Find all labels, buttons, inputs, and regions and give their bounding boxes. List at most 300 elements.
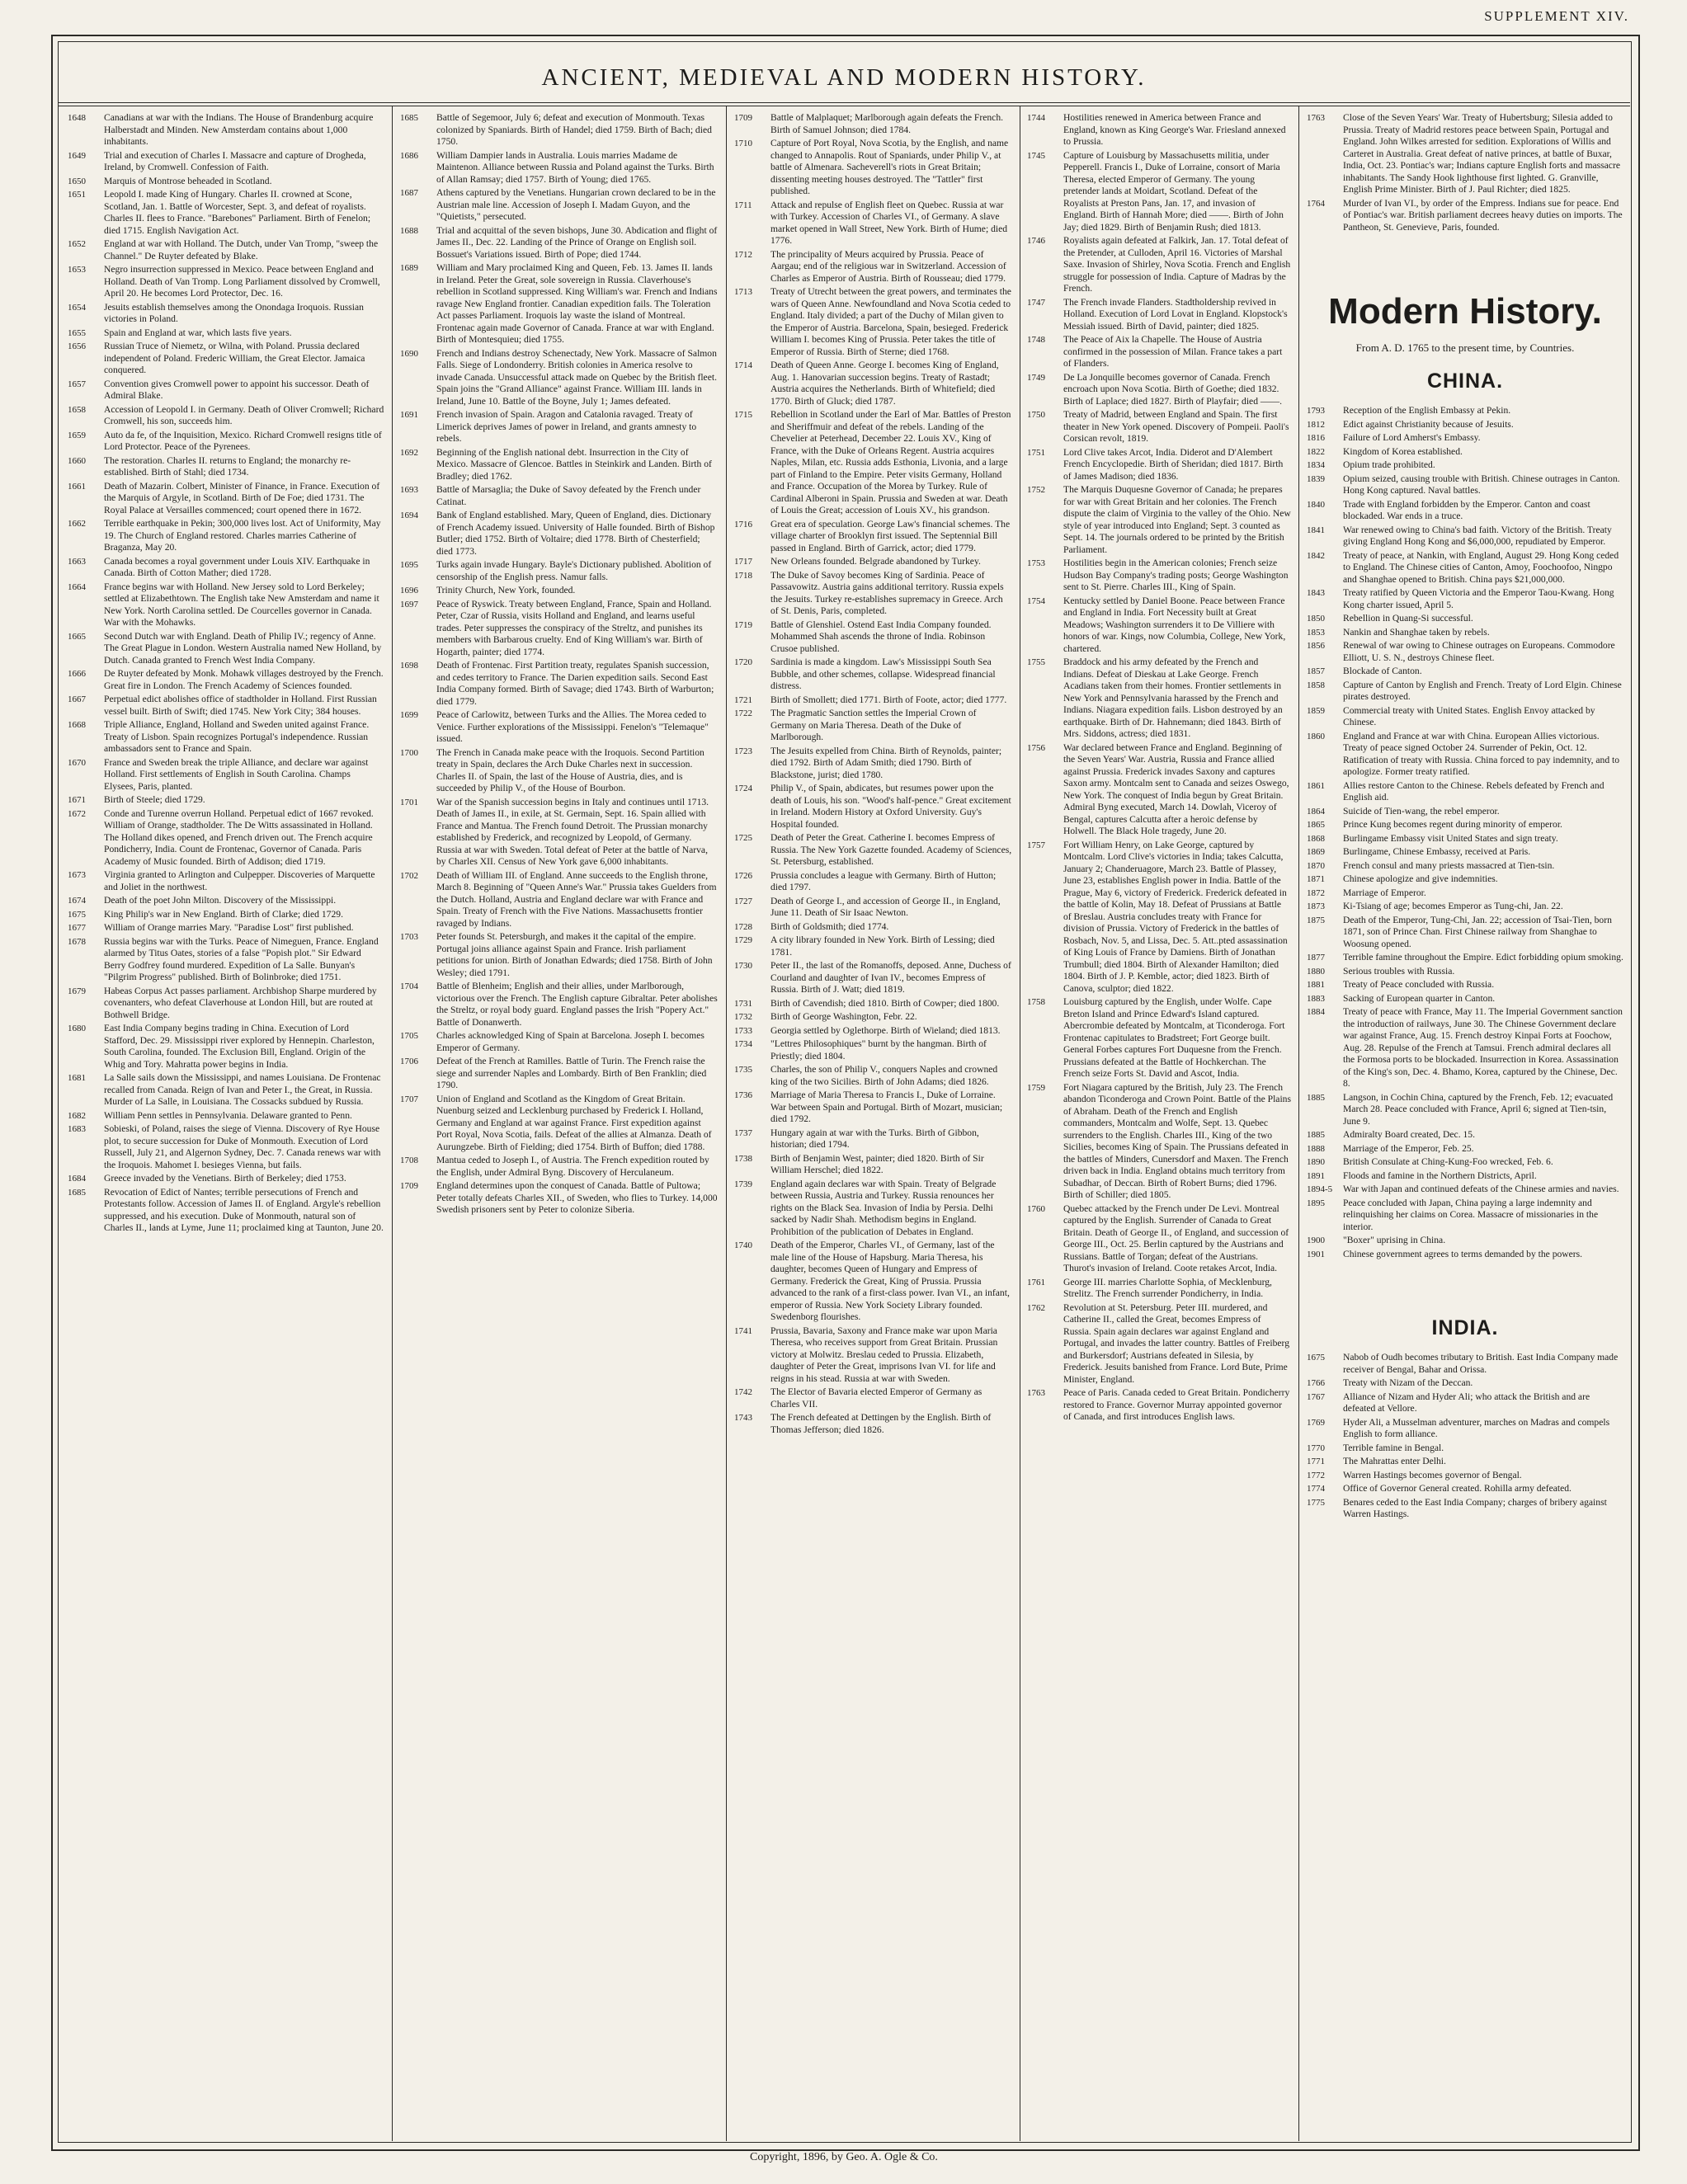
history-entry xyxy=(400,348,718,408)
history-entry xyxy=(1307,1443,1623,1455)
entry-text: Sardinia is made a kingdom. Law's Mississippi South Sea Bubble, and other schemes, collapse. Widespread financial distress. xyxy=(770,657,996,691)
entry-text: Perpetual edict abolishes office of stadtholder in Holland. First Russian vessel built. Birth of Swift; died 1745. New York City; 384 houses. xyxy=(104,694,377,717)
entry-text: England determines upon the conquest of Canada. Battle of Pultowa; Peter totally defeats Charles XII., of Sweden, who flies to Turkey. 14,000 Swedish prisoners sent by Peter to colonize Siberia. xyxy=(436,1180,718,1215)
history-entry xyxy=(1307,1352,1623,1376)
history-entry xyxy=(1027,334,1291,370)
entry-year: 1860 xyxy=(1307,731,1325,741)
history-entry xyxy=(1307,1483,1623,1495)
entry-year: 1674 xyxy=(68,896,86,906)
entry-text: Virginia granted to Arlington and Culpepper. Discoveries of Marquette and Joliet in the northwest. xyxy=(104,869,375,892)
entry-text: War with Japan and continued defeats of the Chinese armies and navies. xyxy=(1343,1184,1619,1194)
history-entry xyxy=(734,708,1012,744)
entry-text: Birth of Smollett; died 1771. Birth of Foote, actor; died 1777. xyxy=(770,694,1007,705)
entry-text: Treaty ratified by Queen Victoria and the Emperor Taou-Kwang. Hong Kong charter issued, April 5. xyxy=(1343,587,1614,610)
entry-year: 1873 xyxy=(1307,901,1325,911)
entry-text: Benares ceded to the East India Company; charges of bribery against Warren Hastings. xyxy=(1343,1496,1607,1519)
history-entry xyxy=(68,1187,384,1235)
entry-year: 1728 xyxy=(734,921,752,932)
entry-year: 1689 xyxy=(400,263,418,273)
history-column-3 xyxy=(734,112,1012,2133)
history-entry xyxy=(400,225,718,261)
entry-year: 1834 xyxy=(1307,460,1325,470)
entry-text: Hyder Ali, a Musselman adventurer, marches on Madras and compels English to form alliance. xyxy=(1343,1416,1610,1439)
history-entry xyxy=(400,1056,718,1092)
entry-year: 1681 xyxy=(68,1073,86,1083)
history-entry xyxy=(400,660,718,708)
entry-text: The Jesuits expelled from China. Birth of Reynolds, painter; died 1792. Birth of Adam Smith; died 1790. Birth of Blackstone, jurist; died 1780. xyxy=(770,745,1002,780)
history-entry xyxy=(68,176,384,188)
entry-text: Capture of Port Royal, Nova Scotia, by the English, and name changed to Annapolis. Rout of Spaniards, under Philip V., at battle of Almenara. Sacheverell's riots in Great Britain; dissenting meeting houses destroyed. The "Tattler" first published. xyxy=(770,138,1009,196)
history-entry xyxy=(734,1025,1012,1038)
history-entry xyxy=(400,747,718,795)
history-entry xyxy=(734,138,1012,198)
entry-year: 1717 xyxy=(734,557,752,567)
history-entry xyxy=(1027,484,1291,556)
entry-text: Great era of speculation. George Law's financial schemes. The village charter of Brooklyn first issued. The Septennial Bill passed in England. Birth of Garrick, actor; died 1779. xyxy=(770,518,1011,553)
copyright: Copyright, 1896, by Geo. A. Ogle & Co. xyxy=(750,2151,938,2163)
entry-year: 1875 xyxy=(1307,915,1325,925)
history-entry xyxy=(1307,993,1623,1005)
entry-year: 1842 xyxy=(1307,550,1325,561)
entry-text: The French in Canada make peace with the Iroquois. Second Partition treaty in Spain, declares the Arch Duke Charles next in succession. Charles II. of Spain, the last of the House of Austria, dies, and is succeeded by Philip V., of the House of Bourbon. xyxy=(436,746,704,793)
entry-year: 1858 xyxy=(1307,680,1325,690)
entry-year: 1793 xyxy=(1307,406,1325,416)
entry-text: Negro insurrection suppressed in Mexico. Peace between England and Holland. Death of Van Tromp. Long Parliament dissolved by Cromwell, April 20. He becomes Lord Protector, Dec. 16. xyxy=(104,264,380,299)
entry-text: Hungary again at war with the Turks. Birth of Gibbon, historian; died 1794. xyxy=(770,1127,979,1150)
history-entry xyxy=(734,1386,1012,1410)
china-heading: CHINA. xyxy=(1426,369,1504,393)
entry-year: 1721 xyxy=(734,694,752,705)
history-entry xyxy=(400,150,718,186)
entry-text: Edict against Christianity because of Jesuits. xyxy=(1343,418,1514,430)
entry-year: 1664 xyxy=(68,581,86,592)
entry-text: Birth of George Washington, Febr. 22. xyxy=(770,1011,917,1022)
entry-text: Mantua ceded to Joseph I., of Austria. The French expedition routed by the English, under Admiral Byng. Discovery of Herculaneum. xyxy=(436,1155,709,1178)
entry-year: 1698 xyxy=(400,661,418,671)
entry-year: 1725 xyxy=(734,833,752,843)
entry-text: The Mahrattas enter Delhi. xyxy=(1343,1456,1446,1466)
entry-year: 1660 xyxy=(68,455,86,466)
history-entry xyxy=(1027,1302,1291,1386)
entry-text: George III. marries Charlotte Sophia, of Mecklenburg, Strelitz. The French surrender Pondicherry, in India. xyxy=(1063,1276,1272,1299)
entry-text: Peace of Paris. Canada ceded to Great Britain. Pondicherry restored to France. Governor Murray appointed governor of Canada, and first introduces English laws. xyxy=(1063,1387,1290,1422)
history-entry xyxy=(1307,1198,1623,1234)
history-entry xyxy=(400,187,718,224)
entry-year: 1744 xyxy=(1027,113,1045,123)
history-entry xyxy=(1307,705,1623,729)
entry-year: 1770 xyxy=(1307,1443,1325,1453)
entry-text: Beginning of the English national debt. Insurrection in the City of Mexico. Massacre of Glencoe. Battles in Steinkirk and Landen. Birth of Bradley; died 1762. xyxy=(436,446,712,482)
history-entry xyxy=(1307,873,1623,886)
entry-year: 1710 xyxy=(734,139,752,148)
entry-year: 1706 xyxy=(400,1057,418,1066)
history-entry xyxy=(734,934,1012,958)
entry-year: 1731 xyxy=(734,998,752,1009)
history-entry xyxy=(400,559,718,583)
entry-text: Conde and Turenne overrun Holland. Perpetual edict of 1667 revoked. William of Orange, stadtholder. The De Witts assassinated in Holland. The Holland dikes opened, and French driven out. The French acquire Pondicherry, India. Count de Frontenac, Governor of Canada. Paris Academy of Music founded. Birth of Addison; died 1719. xyxy=(104,807,374,867)
history-column-1 xyxy=(68,112,384,2133)
entry-year: 1677 xyxy=(68,923,86,933)
entry-text: British Consulate at Ching-Kung-Foo wrecked, Feb. 6. xyxy=(1343,1156,1553,1167)
entry-year: 1885 xyxy=(1307,1130,1325,1140)
entry-text: "Boxer" uprising in China. xyxy=(1343,1235,1446,1245)
entry-text: Athens captured by the Venetians. Hungarian crown declared to be in the Austrian male line. Accession of Joseph I. Madam Guyon, and the "Quietists," persecuted. xyxy=(436,187,716,222)
history-entry xyxy=(734,1153,1012,1177)
entry-year: 1694 xyxy=(400,511,418,520)
entry-text: Prussia, Bavaria, Saxony and France make war upon Maria Theresa, who receives support from Great Britain. Prussian victory at Molwitz. Breslau ceded to Prussia. Elizabeth, daughter of Peter the Great, imprisons Ivan VI. for life and reigns in his stead. Russia at war with Sweden. xyxy=(770,1325,998,1384)
entry-text: New Orleans founded. Belgrade abandoned by Turkey. xyxy=(770,556,981,567)
history-entry xyxy=(68,631,384,667)
entry-year: 1712 xyxy=(734,249,752,260)
entry-text: Trade with England forbidden by the Emperor. Canton and coast blockaded. War ends in a truce. xyxy=(1343,498,1590,521)
entry-text: Death of Mazarin. Colbert, Minister of Finance, in France. Execution of the Marquis of Argyle, in Scotland. Birth of De Foe; died 1731. The Royal Palace at Versailles commenced; court opened there in 1672. xyxy=(104,480,380,515)
entry-text: Second Dutch war with England. Death of Philip IV.; regency of Anne. The Great Plague in London. Western Australia named New Holland, by Dutch. Canada granted to French West India Company. xyxy=(104,630,382,666)
history-entry xyxy=(1307,613,1623,625)
entry-text: Canadians at war with the Indians. The House of Brandenburg acquire Halberstadt and Minden. New Amsterdam contains about 1,000 inhabitants. xyxy=(104,112,374,147)
entry-text: Lord Clive takes Arcot, India. Diderot and D'Alembert French Encyclopedie. Birth of Sheridan; died 1817. Birth of James Madison; died 1836. xyxy=(1063,446,1284,482)
history-entry xyxy=(68,1173,384,1185)
history-entry xyxy=(68,1110,384,1123)
entry-year: 1734 xyxy=(734,1039,752,1049)
entry-year: 1736 xyxy=(734,1090,752,1100)
entry-text: Treaty of peace with France, May 11. The Imperial Government sanction the introduction of railways, June 30. The Chinese Government declare war against France, Aug. 15. French destroy Kinpai Forts at Foochow, Aug. 28. Repulse of the French at Tamsui. French admiral declares all the Formosa ports to be blockaded. Insurrection in Korea. Assassination of the King's son, Dec. 4. Bhamo, Korea, captured by the Chinese, Dec. 8. xyxy=(1343,1006,1623,1089)
entry-text: Peace concluded with Japan, China paying a large indemnity and relinquishing her claims on Corea. Massacre of missionaries in the interior. xyxy=(1343,1197,1599,1232)
entry-text: The Duke of Savoy becomes King of Sardinia. Peace of Passavowitz. Austria gains additional territory. Russia expels the Jesuits. Turkey re-establishes supremacy in Greece. Arch of St. Denis, Paris, completed. xyxy=(770,569,1004,616)
history-entry xyxy=(1307,819,1623,831)
history-entry xyxy=(734,694,1012,707)
entry-text: Revocation of Edict of Nantes; terrible persecutions of French and Protestants follow. Accession of James II. of England. Argyle's rebellion suppressed, and his execution. Duke of Monmouth, natural son of Charles II., lands at Lyme, June 11; proclaimed king at Taunton, June 20. xyxy=(104,1186,384,1233)
entry-year: 1870 xyxy=(1307,860,1325,871)
entry-year: 1751 xyxy=(1027,447,1045,458)
entry-year: 1740 xyxy=(734,1240,752,1250)
entry-text: Battle of Segemoor, July 6; defeat and execution of Monmouth. Texas colonized by Spaniards. Birth of Handel; died 1759. Birth of Bach; died 1750. xyxy=(436,112,712,147)
entry-year: 1856 xyxy=(1307,641,1325,651)
history-entry xyxy=(1027,595,1291,656)
entry-text: Defeat of the French at Ramilles. Battle of Turin. The French raise the siege and surrender Naples and Lombardy. Birth of Ben Franklin; died 1790. xyxy=(436,1056,707,1090)
entry-text: Peter founds St. Petersburgh, and makes it the capital of the empire. Portugal joins alliance against Spain and France. Irish parliament petitions for union. Birth of Jonathan Edwards; died 1758. Birth of John Wesley; died 1791. xyxy=(436,931,713,978)
history-entry xyxy=(1307,525,1623,548)
entry-year: 1702 xyxy=(400,870,418,881)
entry-text: Leopold I. made King of Hungary. Charles II. crowned at Scone, Scotland, Jan. 1. Battle of Worcester, Sept. 3, and defeat of royalists. Charles II. flees to France. "Barebones" Parliament. Birth of Fenelon; died 1715. English Navigation Act. xyxy=(104,189,371,236)
entry-text: Trial and execution of Charles I. Massacre and capture of Drogheda, Ireland, by Cromwell. Confession of Faith. xyxy=(104,149,366,172)
history-entry xyxy=(734,360,1012,407)
entry-year: 1757 xyxy=(1027,840,1045,850)
entry-year: 1742 xyxy=(734,1387,752,1397)
history-entry xyxy=(1027,150,1291,234)
entry-text: Peace of Carlowitz, between Turks and the Allies. The Morea ceded to Venice. Further explorations of the Mississippi. Fenelon's "Telemaque" issued. xyxy=(436,709,709,744)
entry-year: 1888 xyxy=(1307,1143,1325,1154)
entry-year: 1685 xyxy=(68,1187,86,1198)
history-entry xyxy=(734,960,1012,996)
history-entry xyxy=(68,379,384,402)
entry-text: Chinese government agrees to terms demanded by the powers. xyxy=(1343,1248,1583,1259)
entry-text: Terrible famine throughout the Empire. Edict forbidding opium smoking. xyxy=(1343,952,1623,963)
entry-year: 1724 xyxy=(734,784,752,793)
history-entry xyxy=(68,581,384,629)
entry-year: 1869 xyxy=(1307,847,1325,857)
entry-text: The Pragmatic Sanction settles the Imperial Crown of Germany on Maria Theresa. Death of the Duke of Marlborough. xyxy=(770,708,977,742)
entry-year: 1861 xyxy=(1307,780,1325,791)
entry-year: 1700 xyxy=(400,747,418,758)
entry-text: Georgia settled by Oglethorpe. Birth of Wieland; died 1813. xyxy=(770,1024,1001,1036)
entry-text: Hostilities begin in the American colonies; French seize Hudson Bay Company's trading posts; George Washington sent to St. Pierre. Charles III., King of Spain. xyxy=(1063,558,1289,592)
entry-year: 1822 xyxy=(1307,446,1325,457)
entry-year: 1729 xyxy=(734,935,752,945)
history-entry xyxy=(734,1325,1012,1386)
entry-year: 1685 xyxy=(400,113,418,123)
history-entry xyxy=(734,556,1012,568)
entry-text: Death of Peter the Great. Catherine I. becomes Empress of Russia. The New York Gazette founded. Academy of Sciences, St. Petersburg, established. xyxy=(770,832,1012,867)
entry-text: Death of the Emperor, Tung-Chi, Jan. 22; accession of Tsai-Tien, born 1871, son of Prince Chan. First Chinese railway from Shanghae to Woosung opened. xyxy=(1343,914,1612,949)
entry-text: War declared between France and England. Beginning of the Seven Years' War. Austria, Russia and France allied against Prussia. Frederick invades Saxony and captures Saxon army. Montcalm sent to Canada and seizes Oswego, New York. The conquest of India begun by Great Britain. Admiral Byng executed, March 14. Dowlah, Viceroy of Bengal, captures Calcutta after a heroic defense by Holwell. The Black Hole tragedy, June 20. xyxy=(1063,741,1289,836)
entry-year: 1726 xyxy=(734,870,752,881)
history-entry xyxy=(400,510,718,558)
column-divider xyxy=(726,106,727,2141)
history-entry xyxy=(68,719,384,755)
entry-year: 1739 xyxy=(734,1179,752,1189)
history-entry xyxy=(400,1180,718,1217)
history-entry xyxy=(1027,996,1291,1080)
entry-text: War renewed owing to China's bad faith. Victory of the British. Treaty giving England Hong Kong and $6,000,000, repudiated by Emperor. xyxy=(1343,524,1612,547)
entry-text: Habeas Corpus Act passes parliament. Archbishop Sharpe murdered by covenanters, who defeat Claverhouse at London Hill, but are routed at Bothwell Bridge. xyxy=(104,985,377,1020)
history-entry xyxy=(1307,198,1623,234)
entry-text: Commercial treaty with United States. English Envoy attacked by Chinese. xyxy=(1343,704,1595,727)
history-entry xyxy=(1027,742,1291,838)
history-entry xyxy=(1027,409,1291,445)
section-gap xyxy=(1307,1262,1623,1311)
entry-year: 1737 xyxy=(734,1127,752,1138)
entry-year: 1701 xyxy=(400,797,418,807)
entry-text: De La Jonquille becomes governor of Canada. French encroach upon Nova Scotia. Birth of Goethe; died 1832. Birth of Laplace; died 1827. Birth of Playfair; died ——. xyxy=(1063,371,1282,407)
history-entry xyxy=(1027,1277,1291,1301)
entry-text: France and Sweden break the triple Alliance, and declare war against Holland. First settlements of English in South Carolina. Champs Elysees, Paris, planted. xyxy=(104,756,369,792)
entry-text: Marriage of Maria Theresa to Francis I., Duke of Lorraine. War between Spain and Portugal. Birth of Mozart, musician; died 1792. xyxy=(770,1090,1003,1124)
entry-text: Canada becomes a royal government under Louis XIV. Earthquake in Canada. Birth of Cotton Mather; died 1728. xyxy=(104,555,370,578)
history-entry xyxy=(400,931,718,979)
entry-text: England and France at war with China. European Allies victorious. Treaty of peace signed October 24. Surrender of Pekin, Oct. 12. Ratification of treaty with Russia. China forced to pay indemnity, and to apologize. Former treaty ratified. xyxy=(1343,730,1620,777)
entry-text: Trinity Church, New York, founded. xyxy=(436,585,576,595)
entry-year: 1670 xyxy=(68,757,86,768)
entry-text: Charles, the son of Philip V., conquers Naples and crowned king of the two Sicilies. Birth of John Adams; died 1826. xyxy=(770,1064,998,1087)
entry-text: Marriage of the Emperor, Feb. 25. xyxy=(1343,1142,1474,1154)
entry-year: 1663 xyxy=(68,556,86,567)
history-entry xyxy=(1307,952,1623,964)
entry-text: The French defeated at Dettingen by the English. Birth of Thomas Jefferson; died 1826. xyxy=(770,1412,992,1435)
entry-text: The Peace of Aix la Chapelle. The House of Austria confirmed in the possession of Milan. France takes a part of Flanders. xyxy=(1063,334,1283,369)
history-entry xyxy=(400,484,718,508)
entry-year: 1881 xyxy=(1307,980,1325,990)
history-column-4 xyxy=(1027,112,1291,2133)
entry-year: 1762 xyxy=(1027,1302,1045,1313)
entry-text: Capture of Louisburg by Massachusetts militia, under Pepperell. Francis I., Duke of Lorraine, consort of Maria Theresa, elected Emperor of Germany. The young pretender lands at Moidart, Scotland. Defeat of the Royalists at Preston Pans, Jan. 17, and invasion of England. Birth of Hannah More; died ——. Birth of John Jay; died 1829. Birth of Benjamin Rush; died 1813. xyxy=(1063,149,1284,233)
entry-year: 1872 xyxy=(1307,887,1325,898)
history-entry xyxy=(1307,680,1623,704)
india-list xyxy=(1307,1352,1623,1521)
history-entry xyxy=(68,869,384,893)
history-entry xyxy=(734,1179,1012,1239)
history-entry xyxy=(1307,112,1623,196)
entry-year: 1699 xyxy=(400,710,418,720)
history-entry xyxy=(1307,432,1623,445)
entry-text: Death of Frontenac. First Partition treaty, regulates Spanish succession, and cedes territory to France. The Darien expedition sails. Second East India Company formed. Birth of Savage; died 1743. Birth of Warburton; died 1779. xyxy=(436,660,714,707)
entry-text: Kentucky settled by Daniel Boone. Peace between France and England in India. Fort Necessity built at Great Meadows; Washington surrenders it to De Villiere with honors of war. Kings, now Columbia, College, New York, chartered. xyxy=(1063,595,1286,654)
entry-year: 1764 xyxy=(1307,198,1325,209)
history-entry xyxy=(1027,297,1291,333)
entry-year: 1732 xyxy=(734,1012,752,1022)
entry-year: 1839 xyxy=(1307,473,1325,484)
entry-year: 1895 xyxy=(1307,1198,1325,1208)
history-entry xyxy=(68,341,384,377)
entry-year: 1901 xyxy=(1307,1249,1325,1259)
entry-year: 1753 xyxy=(1027,558,1045,568)
history-entry xyxy=(68,556,384,580)
entry-year: 1812 xyxy=(1307,419,1325,430)
history-entry xyxy=(734,286,1012,358)
entry-text: Suicide of Tien-wang, the rebel emperor. xyxy=(1343,805,1500,817)
history-entry xyxy=(1027,112,1291,148)
entry-year: 1853 xyxy=(1307,627,1325,638)
entry-year: 1652 xyxy=(68,239,86,249)
entry-text: Close of the Seven Years' War. Treaty of Hubertsburg; Silesia added to Prussia. Treaty of Madrid restores peace between Spain, Portugal and England. John Wilkes arrested for sedition. Explorations of Willis and Carteret in Australia. Great defeat of native princes, at battle of Buxar, India, Oct. 23. Pontiac's war; Indians capture English forts and massacre inhabitants. The Sandy Hook lighthouse first lighted. G. Granville, English Prime Minister. Birth of J. Paul Richter; died 1825. xyxy=(1343,112,1620,195)
history-entry xyxy=(1027,1082,1291,1202)
entry-year: 1714 xyxy=(734,360,752,370)
entry-text: A city library founded in New York. Birth of Lessing; died 1781. xyxy=(770,934,995,958)
history-entry xyxy=(734,1412,1012,1436)
history-entry xyxy=(400,1155,718,1179)
entry-text: Rebellion in Scotland under the Earl of Mar. Battles of Preston and Sheriffmuir and defeat of the rebels. Landing of the Chevelier at Peterhead, December 22. Louis XV., King of France, with the Duke of Orleans Regent. Austria acquires Naples, Milan, etc. Russia adds Esthonia, Livonia, and a large part of Finland to the Empire. Peter visits Germany, Holland and France. Occupation of the Morea by Turkey. Rule of Cardinal Alberoni in Spain. Prussia and Sweden at war. Death of Louis the Great; accession of Louis XV., his grandson. xyxy=(770,409,1011,515)
entry-year: 1695 xyxy=(400,560,418,570)
entry-text: Charles acknowledged King of Spain at Barcelona. Joseph I. becomes Emperor of Germany. xyxy=(436,1030,704,1053)
history-entry xyxy=(68,986,384,1022)
entry-year: 1743 xyxy=(734,1413,752,1423)
entry-text: Burlingame, Chinese Embassy, received at Paris. xyxy=(1343,846,1531,857)
history-entry xyxy=(734,921,1012,934)
entry-text: Quebec attacked by the French under De Levi. Montreal captured by the English. Surrender of Canada to Great Britain. Death of George II., of England, and succession of George III., Oct. 25. Berlin captured by the Austrians and Russians. Battle of Torgan; defeat of the Austrians. Thurot's invasion of Ireland. Coote retakes Arcot, India. xyxy=(1063,1203,1289,1273)
entry-year: 1733 xyxy=(734,1025,752,1036)
history-entry xyxy=(400,981,718,1028)
entry-year: 1654 xyxy=(68,302,86,313)
entry-text: The principality of Meurs acquired by Prussia. Peace of Aargau; end of the religious war in Switzerland. Accession of Charles as Emperor of Austria. Birth of Rousseau; died 1779. xyxy=(770,248,1006,284)
history-entry xyxy=(400,599,718,659)
history-column-5 xyxy=(1307,112,1623,2133)
entry-year: 1686 xyxy=(400,150,418,161)
history-entry xyxy=(734,1090,1012,1126)
entry-year: 1696 xyxy=(400,586,418,595)
early-modern-list xyxy=(1307,112,1623,233)
entry-year: 1885 xyxy=(1307,1092,1325,1103)
entry-year: 1716 xyxy=(734,519,752,530)
entry-text: Triple Alliance, England, Holland and Sweden united against France. Treaty of Lisbon. Spain recognizes Portugal's independence. Russian ambassadors sent to France and Spain. xyxy=(104,719,370,754)
entry-year: 1708 xyxy=(400,1156,418,1165)
history-entry xyxy=(734,1127,1012,1151)
history-entry xyxy=(1307,1470,1623,1482)
entry-text: Langson, in Cochin China, captured by the French, Feb. 12; evacuated March 28. Peace concluded with France, April 6; signed at Tien-tsin, June 9. xyxy=(1343,1091,1614,1127)
entry-text: Admiralty Board created, Dec. 15. xyxy=(1343,1129,1475,1140)
history-entry xyxy=(734,832,1012,868)
history-entry xyxy=(734,570,1012,618)
entry-text: Union of England and Scotland as the Kingdom of Great Britain. Nuenburg seized and Lecklenburg purchased by Frederick I. Holland, Germany and England at war against France. First expedition against Port Royal, Nova Scotia, fails. Defeat of the allies at Almanza. Death of Aurungzebe. Birth of Fielding; died 1754. Birth of Buffon; died 1788. xyxy=(436,1093,712,1152)
entry-year: 1688 xyxy=(400,225,418,236)
entry-text: Greece invaded by the Venetians. Birth of Berkeley; died 1753. xyxy=(104,1173,346,1184)
entry-text: Birth of Cavendish; died 1810. Birth of Cowper; died 1800. xyxy=(770,997,1000,1009)
history-entry xyxy=(1307,1497,1623,1521)
entry-text: Fort Niagara captured by the British, July 23. The French abandon Ticonderoga and Crown Point. Battle of the Plains of Abraham. Death of the French and English commanders, Montcalm and Wolfe, Sept. 13. Quebec surrenders to the English. Charles III., King of the two Sicilies, becomes King of Spain. The Prussians defeated in the battles of Minders, Cunersdorf and Maxen. The French driven back in India. England obtains much territory from Subadhar, of Deccan. Birth of Robert Burns; died 1796. Birth of Schiller; died 1805. xyxy=(1063,1081,1291,1200)
history-entry xyxy=(1307,1391,1623,1415)
entry-year: 1755 xyxy=(1027,657,1045,667)
entry-year: 1754 xyxy=(1027,595,1045,606)
entry-text: Trial and acquittal of the seven bishops, June 30. Abdication and flight of James II., Dec. 22. Landing of the Prince of Orange on English soil. Bossuet's Variations issued. Birth of Pope; died 1744. xyxy=(436,224,718,260)
entry-year: 1713 xyxy=(734,287,752,297)
entry-year: 1668 xyxy=(68,720,86,730)
entry-year: 1680 xyxy=(68,1024,86,1033)
modern-history-subtitle: From A. D. 1765 to the present time, by Countries. xyxy=(1355,341,1575,354)
entry-year: 1756 xyxy=(1027,742,1045,753)
entry-text: War of the Spanish succession begins in Italy and continues until 1713. Death of James II., in exile, at St. Germain, Sept. 16. Spain allied with France and Mantua. The French found Detroit. The Prussian monarchy established by Frederick, and recognized by Leopold, of Germany. Russia at war with Sweden. Total defeat of Peter at the battle of Narva, by Charles XII. Census of New York gave 6,000 inhabitants. xyxy=(436,796,709,867)
history-entry xyxy=(68,327,384,340)
entry-text: Death of George I., and accession of George II., in England, June 11. Death of Sir Isaac Newton. xyxy=(770,895,1001,918)
entry-text: Birth of Steele; died 1729. xyxy=(104,794,205,805)
entry-text: Alliance of Nizam and Hyder Ali; who attack the British and are defeated at Vellore. xyxy=(1343,1391,1590,1414)
entry-year: 1727 xyxy=(734,896,752,906)
history-entry xyxy=(68,1072,384,1108)
entry-year: 1890 xyxy=(1307,1157,1325,1167)
entry-text: Terrible famine in Bengal. xyxy=(1343,1442,1444,1453)
history-entry xyxy=(68,238,384,262)
history-entry xyxy=(1307,405,1623,417)
entry-year: 1671 xyxy=(68,795,86,805)
entry-text: Battle of Malplaquet; Marlborough again defeats the French. Birth of Samuel Johnson; died 1784. xyxy=(770,112,1004,135)
entry-year: 1841 xyxy=(1307,525,1325,535)
entry-text: The French invade Flanders. Stadtholdership revived in Holland. Execution of Lord Lovat in England. Klopstock's Messiah issued. Birth of David, painter; died 1825. xyxy=(1063,296,1288,332)
entry-text: Bank of England established. Mary, Queen of England, dies. Dictionary of French Academy issued. University of Halle founded. Birth of Bishop Butler; died 1752. Birth of Voltaire; died 1778. Birth of Chesterfield; died 1773. xyxy=(436,510,715,557)
history-entry xyxy=(1307,966,1623,978)
entry-text: Floods and famine in the Northern Districts, April. xyxy=(1343,1170,1537,1181)
entry-text: Marriage of Emperor. xyxy=(1343,887,1426,898)
entry-year: 1864 xyxy=(1307,806,1325,817)
history-entry xyxy=(68,112,384,148)
entry-year: 1723 xyxy=(734,746,752,756)
entry-text: The Elector of Bavaria elected Emperor of Germany as Charles VII. xyxy=(770,1386,983,1410)
entry-year: 1719 xyxy=(734,619,752,630)
entry-year: 1704 xyxy=(400,981,418,991)
entry-text: Chinese apologize and give indemnities. xyxy=(1343,873,1498,884)
history-entry xyxy=(68,936,384,984)
entry-year: 1711 xyxy=(734,200,752,210)
entry-text: Death of the poet John Milton. Discovery of the Mississippi. xyxy=(104,895,337,906)
entry-year: 1673 xyxy=(68,870,86,880)
entry-year: 1871 xyxy=(1307,874,1325,884)
entry-year: 1705 xyxy=(400,1031,418,1041)
entry-year: 1648 xyxy=(68,113,86,123)
entry-text: England at war with Holland. The Dutch, under Van Tromp, "sweep the Channel." De Ruyter defeated by Blake. xyxy=(104,238,379,261)
entry-year: 1662 xyxy=(68,519,86,529)
history-entry xyxy=(68,150,384,174)
entry-year: 1745 xyxy=(1027,150,1045,161)
entry-text: Prussia concludes a league with Germany. Birth of Hutton; died 1797. xyxy=(770,869,997,892)
entry-text: Hostilities renewed in America between France and England, known as King George's War. Friesland annexed to Prussia. xyxy=(1063,112,1286,147)
entry-text: Burlingame Embassy visit United States and sign treaty. xyxy=(1343,832,1558,844)
entry-text: Louisburg captured by the English, under Wolfe. Cape Breton Island and Prince Edward's Island captured. Abercrombie defeated by Montcalm, at Ticonderoga. Fort Frontenac capitulates to Bradstreet; Fort George built. General Forbes captures Fort Duquesne from the French. Prussians defeated at the Battle of Hochkerchan. The French seize Forts St. David and Ascot, India. xyxy=(1063,996,1285,1079)
history-entry xyxy=(1307,1417,1623,1441)
history-entry xyxy=(734,1240,1012,1324)
entry-text: William Penn settles in Pennsylvania. Delaware granted to Penn. xyxy=(104,1109,352,1121)
column-divider xyxy=(392,106,393,2141)
entry-year: 1655 xyxy=(68,327,86,338)
history-entry xyxy=(68,895,384,907)
history-entry xyxy=(1307,860,1623,873)
history-entry xyxy=(734,519,1012,555)
entry-year: 1741 xyxy=(734,1325,752,1336)
